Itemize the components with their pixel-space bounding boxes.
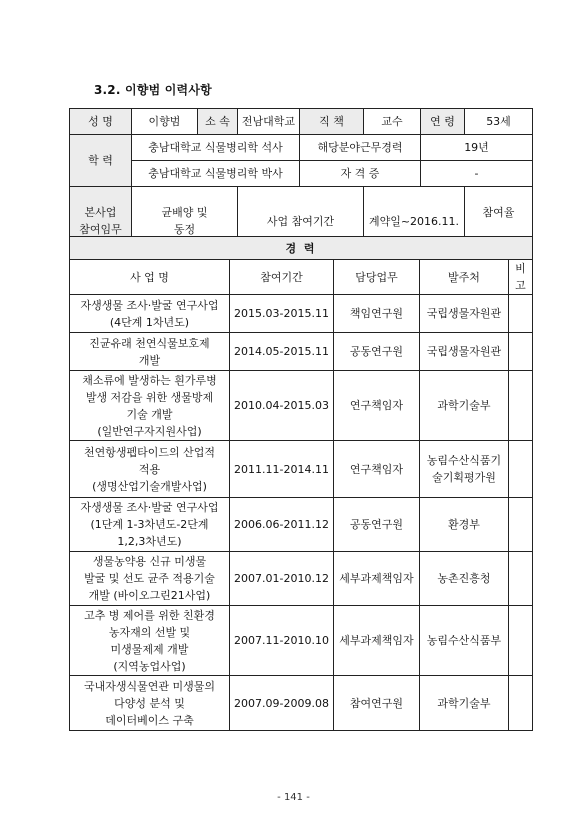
project-period: 2015.03-2015.11 xyxy=(230,295,334,333)
project-period: 2006.06-2011.12 xyxy=(230,498,334,552)
header-client: 발주처 xyxy=(420,260,509,295)
project-role: 책임연구원 xyxy=(334,295,420,333)
project-note xyxy=(509,371,533,441)
career-row xyxy=(70,552,533,606)
project-client: 국립생물자원관 xyxy=(420,295,509,333)
position-label: 직 책 xyxy=(300,109,364,135)
age-label: 연 령 xyxy=(421,109,465,135)
affiliation-value: 전남대학교 xyxy=(238,109,300,135)
project-role: 세부과제책임자 xyxy=(334,606,420,676)
career-row xyxy=(70,333,533,371)
career-section-title: 경 력 xyxy=(70,237,533,260)
project-period: 2007.01-2010.12 xyxy=(230,552,334,606)
project-role: 세부과제책임자 xyxy=(334,552,420,606)
participation-period-value: 계약일~2016.11. xyxy=(364,187,465,256)
project-name: 천연항생펩타이드의 산업적 적용 (생명산업기술개발사업) xyxy=(70,441,230,498)
education-label: 학 력 xyxy=(70,135,132,187)
field-experience-label: 해당분야근무경력 xyxy=(300,135,421,161)
project-role: 참여연구원 xyxy=(334,676,420,731)
project-client: 국립생물자원관 xyxy=(420,333,509,371)
field-experience-value: 19년 xyxy=(421,135,533,161)
education-doctorate: 충남대학교 식물병리학 박사 xyxy=(132,161,300,187)
project-note xyxy=(509,441,533,498)
affiliation-label: 소 속 xyxy=(198,109,238,135)
project-note xyxy=(509,606,533,676)
project-client: 환경부 xyxy=(420,498,509,552)
qualification-value: - xyxy=(421,161,533,187)
header-period: 참여기간 xyxy=(230,260,334,295)
career-row xyxy=(70,498,533,552)
duty-value: 균배양 및 동정 xyxy=(132,187,238,256)
header-project-name: 사 업 명 xyxy=(70,260,230,295)
career-row xyxy=(70,441,533,498)
project-client: 농림수산식품부 xyxy=(420,606,509,676)
section-title: 3.2. 이향범 이력사항 xyxy=(94,83,212,97)
name-value: 이향범 xyxy=(132,109,198,135)
profile-table xyxy=(69,108,533,256)
position-value: 교수 xyxy=(364,109,421,135)
project-period: 2014.05-2015.11 xyxy=(230,333,334,371)
project-note xyxy=(509,295,533,333)
project-role: 공동연구원 xyxy=(334,333,420,371)
project-client: 과학기술부 xyxy=(420,371,509,441)
career-row xyxy=(70,371,533,441)
project-role: 연구책임자 xyxy=(334,371,420,441)
participation-rate-label: 참여율 xyxy=(482,206,515,219)
header-role: 담당업무 xyxy=(334,260,420,295)
career-table xyxy=(69,236,533,731)
project-name: 채소류에 발생하는 흰가루병 발생 저감을 위한 생물방제 기술 개발 (일반연구자지원사업) xyxy=(70,371,230,441)
project-name: 자생생물 조사·발굴 연구사업 (4단계 1차년도) xyxy=(70,295,230,333)
project-note xyxy=(509,552,533,606)
project-client: 농촌진흥청 xyxy=(420,552,509,606)
career-row xyxy=(70,676,533,731)
project-name: 진균유래 천연식물보호제 개발 xyxy=(70,333,230,371)
page-number: - 141 - xyxy=(277,792,310,803)
qualification-label: 자 격 증 xyxy=(300,161,421,187)
project-name: 자생생물 조사·발굴 연구사업 (1단계 1-3차년도-2단계 1,2,3차년도) xyxy=(70,498,230,552)
project-note xyxy=(509,333,533,371)
name-label: 성 명 xyxy=(70,109,132,135)
education-masters: 충남대학교 식물병리학 석사 xyxy=(132,135,300,161)
duty-label: 본사업 참여임무 xyxy=(70,187,132,256)
project-period: 2011.11-2014.11 xyxy=(230,441,334,498)
project-client: 과학기술부 xyxy=(420,676,509,731)
project-note xyxy=(509,498,533,552)
project-period: 2007.09-2009.08 xyxy=(230,676,334,731)
project-name: 생물농약용 신규 미생물 발굴 및 선도 균주 적용기술 개발 (바이오그린21사업) xyxy=(70,552,230,606)
project-period: 2010.04-2015.03 xyxy=(230,371,334,441)
project-note xyxy=(509,676,533,731)
project-name: 국내자생식물연관 미생물의 다양성 분석 및 데이터베이스 구축 xyxy=(70,676,230,731)
project-period: 2007.11-2010.10 xyxy=(230,606,334,676)
career-row xyxy=(70,295,533,333)
project-client: 농림수산식품기 술기획평가원 xyxy=(420,441,509,498)
project-role: 연구책임자 xyxy=(334,441,420,498)
project-role: 공동연구원 xyxy=(334,498,420,552)
career-row xyxy=(70,606,533,676)
participation-period-label: 사업 참여기간 xyxy=(238,187,364,256)
project-name: 고추 병 제어를 위한 친환경 농자재의 선발 및 미생물제제 개발 (지역농업사업) xyxy=(70,606,230,676)
age-value: 53세 xyxy=(465,109,533,135)
header-note: 비고 xyxy=(509,260,533,295)
